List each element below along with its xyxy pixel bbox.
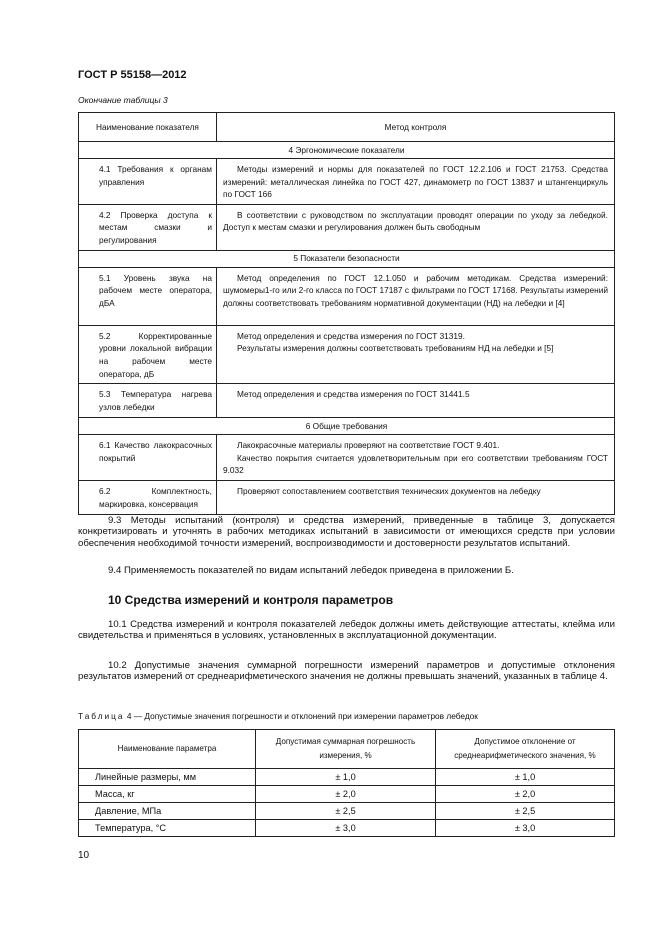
section-title: 5 Показатели безопасности	[79, 250, 615, 267]
caption-text: 4 — Допустимые значения погрешности и отклонений при измерении параметров лебедок	[126, 711, 478, 721]
row-name: 5.1 Уровень звука на рабочем месте оператора, дБА	[79, 267, 217, 325]
param-name: Давление, МПа	[79, 803, 256, 820]
method-text: Метод определения и средства измерения по ГОСТ 31319.	[237, 330, 465, 341]
param-deviation: ± 3,0	[436, 820, 615, 837]
method-text: Метод определения и средства измерения по ГОСТ 31441.5	[237, 389, 470, 400]
table-row	[79, 769, 615, 786]
row-method	[217, 481, 615, 515]
method-text: Результаты измерения должны соответствовать требованиям НД на лебедки и [5]	[237, 343, 554, 354]
row-name: 4.2 Проверка доступа к местам смазки и регулирования	[79, 204, 217, 250]
page-number: 10	[78, 850, 90, 861]
paragraph-10-1	[78, 619, 615, 642]
param-deviation: ± 2,0	[436, 786, 615, 803]
table3-header-name: Наименование показателя	[79, 113, 217, 142]
row-method	[217, 204, 615, 250]
param-deviation: ± 2,5	[436, 803, 615, 820]
row-method	[217, 267, 615, 325]
table-continuation-label: Окончание таблицы 3	[78, 95, 168, 105]
table-4-caption	[78, 711, 478, 721]
row-name: 6.1 Качество лакокрасочных покрытий	[79, 435, 217, 481]
section-title: 4 Эргономические показатели	[79, 142, 615, 159]
method-text: В соответствии с руководством по эксплуатации проводят операции по уходу за лебедкой. Доступ к местам смазки и регулирования должен быть свободным	[223, 209, 608, 233]
row-name: 4.1 Требования к органам управления	[79, 159, 217, 205]
document-header: ГОСТ Р 55158—2012	[78, 69, 187, 81]
section-heading: 10 Средства измерений и контроля параметров	[108, 593, 394, 607]
row-name: 6.2 Комплектность, маркировка, консервация	[79, 481, 217, 515]
table4-header: Допустимое отклонение от среднеарифметического значения, %	[436, 730, 615, 769]
paragraph-9-4	[78, 565, 615, 576]
paragraph-text: 10.2 Допустимые значения суммарной погрешности измерений параметров и допустимые отклонения результатов измерений от среднеарифметического значения не должны превышать значений, указанных в таблице 4.	[78, 660, 615, 683]
row-method	[217, 325, 615, 383]
param-deviation: ± 1,0	[436, 769, 615, 786]
param-error: ± 1,0	[256, 769, 436, 786]
param-name: Масса, кг	[79, 786, 256, 803]
section-title: 6 Общие требования	[79, 418, 615, 435]
table-row	[79, 803, 615, 820]
paragraph-9-3	[78, 515, 615, 549]
param-name: Линейные размеры, мм	[79, 769, 256, 786]
paragraph-text: 10.1 Средства измерений и контроля показателей лебедок должны иметь действующие аттестаты, клейма или свидетельства и применяться в условиях, установленных в эксплуатационной документации.	[78, 619, 615, 642]
param-error: ± 3,0	[256, 820, 436, 837]
param-error: ± 2,0	[256, 786, 436, 803]
row-method	[217, 435, 615, 481]
method-text: Проверяют сопоставлением соответствия технических документов на лебедку	[237, 486, 541, 497]
paragraph-10-2	[78, 660, 615, 683]
table-row	[79, 786, 615, 803]
row-method	[217, 384, 615, 418]
table-3	[78, 112, 615, 515]
paragraph-text: 9.4 Применяемость показателей по видам испытаний лебедок приведена в приложении Б.	[108, 565, 514, 576]
param-error: ± 2,5	[256, 803, 436, 820]
table4-header: Допустимая суммарная погрешность измерения, %	[256, 730, 436, 769]
param-name: Температура, °С	[79, 820, 256, 837]
table4-header: Наименование параметра	[79, 730, 256, 769]
row-name: 5.3 Температура нагрева узлов лебедки	[79, 384, 217, 418]
table-row	[79, 820, 615, 837]
method-text: Метод определения по ГОСТ 12.1.050 и рабочим методикам. Средства измерений: шумомеры1-го или 2-го класса по ГОСТ 17187 с фильтрами по ГОСТ 17168. Результаты измерений должны соответствовать требованиям нормативной документации (НД) на лебедки и [4]	[223, 272, 608, 308]
caption-label: Таблица	[78, 711, 125, 721]
paragraph-text: 9.3 Методы испытаний (контроля) и средства измерений, приведенные в таблице 3, допускается конкретизировать и уточнять в рабочих методиках испытаний в зависимости от имеющихся средств при условии обеспечения необходимой точности измерений, воспроизводимости и достоверности результатов испытаний.	[78, 515, 615, 549]
method-text: Методы измерений и нормы для показателей по ГОСТ 12.2.106 и ГОСТ 21753. Средства измерений: металлическая линейка по ГОСТ 427, динамометр по ГОСТ 13837 и штангенциркуль по ГОСТ 166	[223, 164, 608, 200]
row-name: 5.2 Корректированные уровни локальной вибрации на рабочем месте оператора, дБ	[79, 325, 217, 383]
method-text: Лакокрасочные материалы проверяют на соответствие ГОСТ 9.401.	[237, 440, 500, 451]
table-4	[78, 729, 615, 837]
row-method	[217, 159, 615, 205]
table3-header-method: Метод контроля	[217, 113, 615, 142]
method-text: Качество покрытия считается удовлетворительным при его соответствии требованиям ГОСТ 9.032	[223, 452, 608, 476]
